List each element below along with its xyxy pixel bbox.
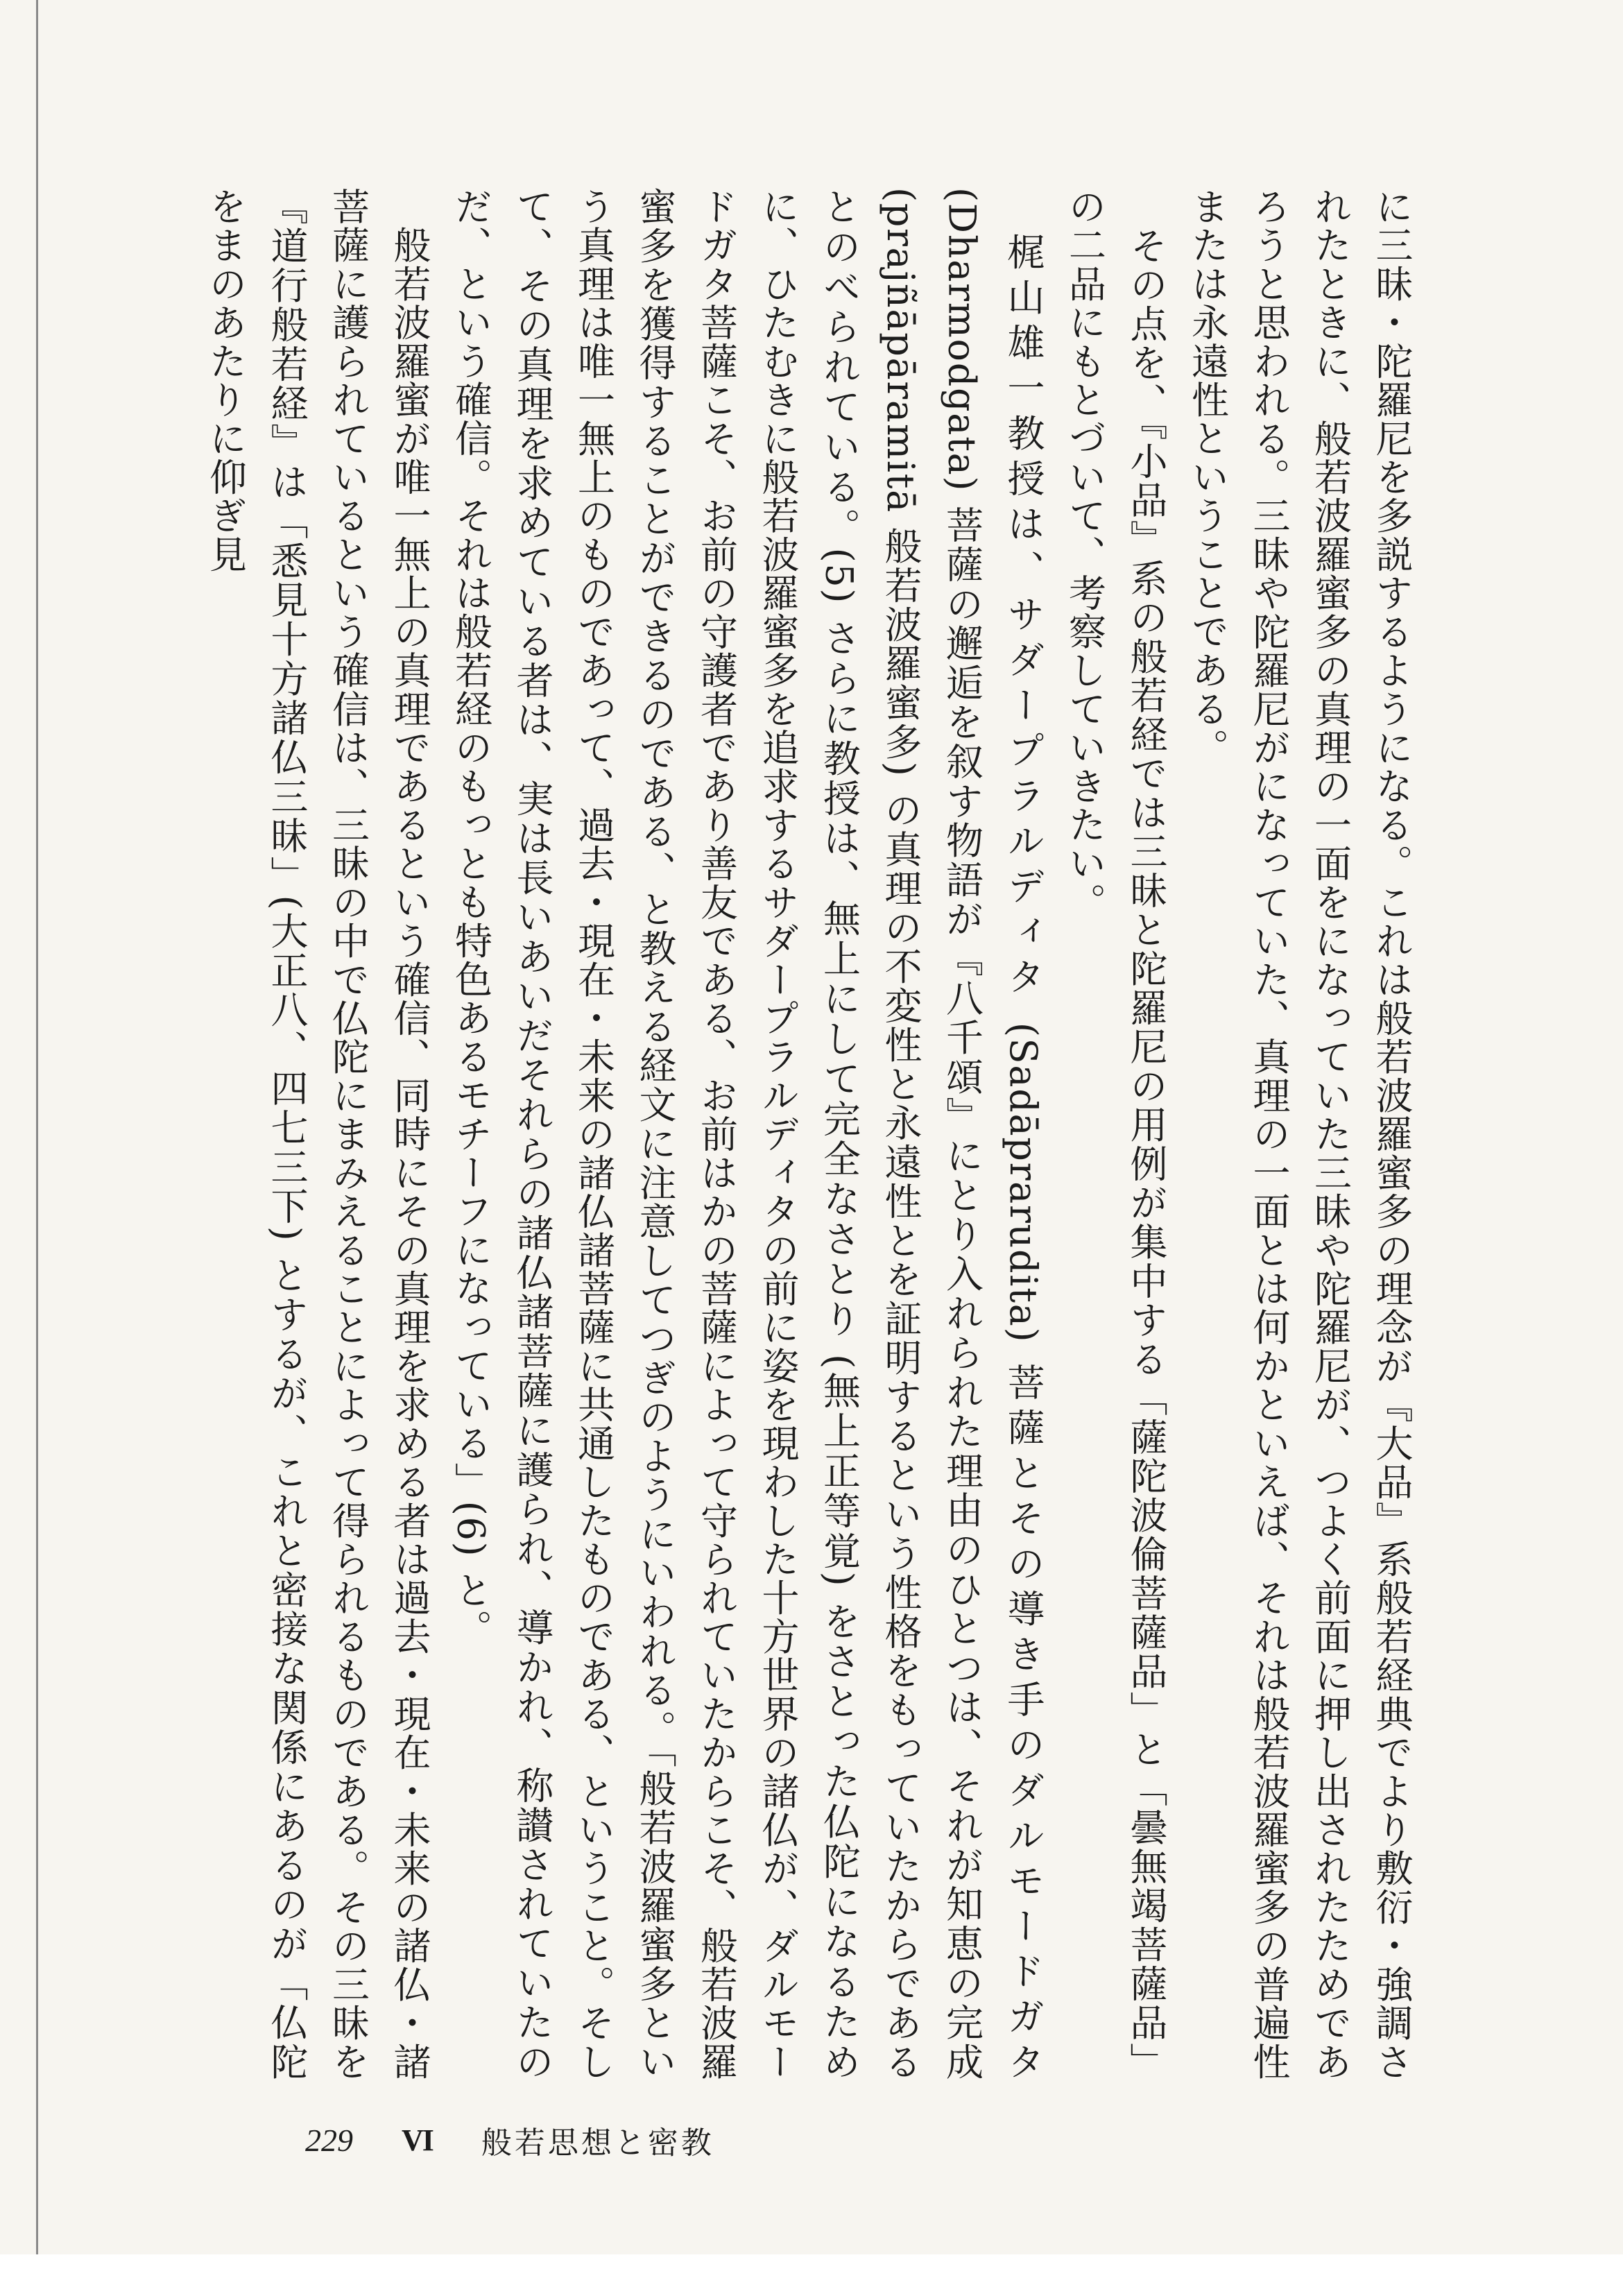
- chapter-numeral: VI: [402, 2123, 433, 2157]
- left-margin-rule: [36, 0, 38, 2296]
- chapter-title: 般若思想と密教: [481, 2125, 714, 2161]
- page-number: 229: [305, 2122, 353, 2158]
- page-footer: [305, 2119, 714, 2161]
- paragraph-4: 般若波羅蜜が唯一無上の真理であるという確信、同時にその真理を求める者は過去・現在・未来の諸仏・諸菩薩に護られているという確信は、三昧の中で仏陀にまみえることによって得られるものである。その三昧を『道行般若経』は「悉見十方諸仏三昧」(大正八、四七三下) とするが、これと密接な関係にあるのが「仏陀をまのあたりに仰ぎ見: [203, 187, 431, 2081]
- vertical-text-body: [62, 187, 1422, 2081]
- scan-bottom-margin: [0, 2254, 1623, 2296]
- paragraph-1: に三昧・陀羅尼を多説するようになる。これは般若波羅蜜多の理念が『大品』系般若経典でより敷衍・強調されたときに、般若波羅蜜多の真理の一面をになっていた三昧や陀羅尼が、つよく前面に押し出されたためであろうと思われる。三昧や陀羅尼がになっていた、真理の一面とは何かといえば、それは般若波羅蜜多の普遍性または永遠性ということである。: [1185, 187, 1414, 2081]
- paragraph-2: その点を、『小品』系の般若経では三昧と陀羅尼の用例が集中する「薩陀波倫菩薩品」と「曇無竭菩薩品」の二品にもとづいて、考察していきたい。: [1063, 187, 1168, 2081]
- paragraph-3: 梶山雄一教授は、サダープラルディタ (Sadāprarudita) 菩薩とその導き手のダルモードガタ (Dharmodgata) 菩薩の邂逅を叙す物語が『八千頌』にとり入れられた理由のひとつは、それが知恵の完成 (prajñāpāramitā 般若波羅蜜多) の真理の不変性と永遠性とを証明するという性格をもっていたからであるとのべられている。(5) さらに教授は、無上にして完全なさとり (無上正等覚) をさとった仏陀になるために、ひたむきに般若波羅蜜多を追求するサダープラルディタの前に姿を現わした十方世界の諸仏が、ダルモードガタ菩薩こそ、お前の守護者であり善友である、お前はかの菩薩によって守られていたからこそ、般若波羅蜜多を獲得することができるのである、と教える経文に注意してつぎのようにいわれる。「般若波羅蜜多という真理は唯一無上のものであって、過去・現在・未来の諸仏諸菩薩に共通したものである、ということ。そして、その真理を求めている者は、実は長いあいだそれらの諸仏諸菩薩に護られ、導かれ、称讃されていたのだ、という確信。それは般若経のもっとも特色あるモチーフになっている」(6) と。: [449, 187, 1045, 2081]
